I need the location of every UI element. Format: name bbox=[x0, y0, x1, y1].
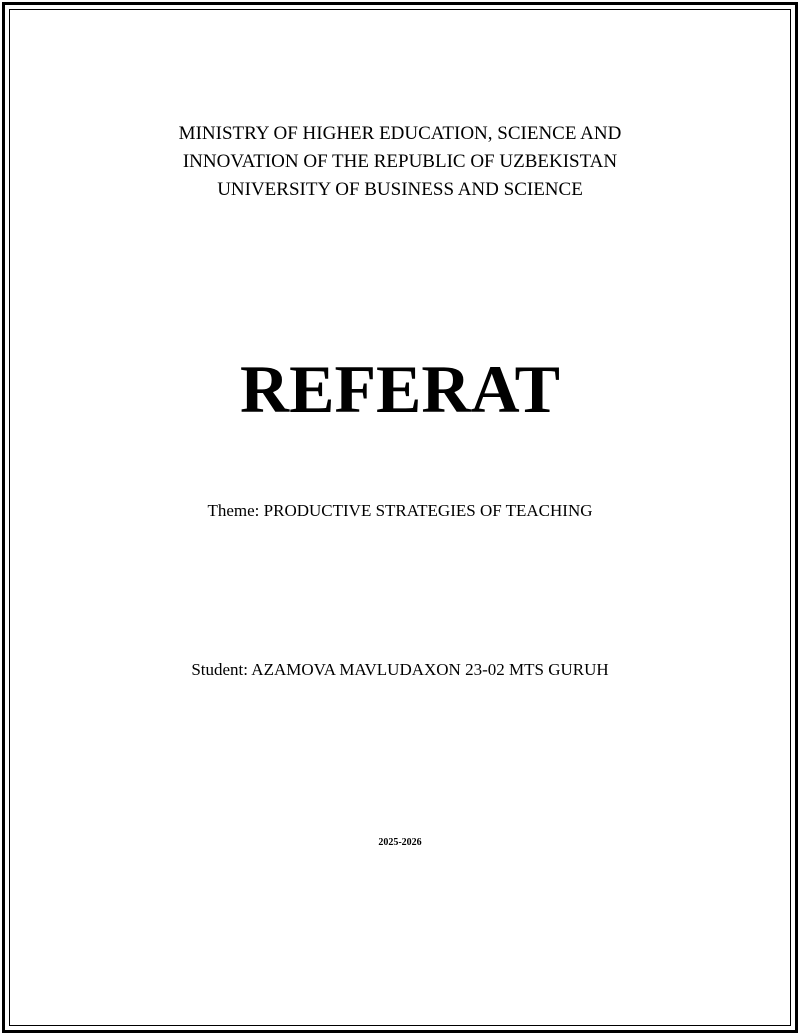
institution-header bbox=[0, 120, 800, 204]
academic-year: 2025-2026 bbox=[378, 837, 422, 848]
header-line-university: UNIVERSITY OF BUSINESS AND SCIENCE bbox=[217, 179, 583, 200]
theme-line: Theme: PRODUCTIVE STRATEGIES OF TEACHING bbox=[207, 501, 593, 520]
student-line: Student: AZAMOVA MAVLUDAXON 23-02 MTS GURUH bbox=[191, 660, 609, 679]
header-line-republic: INNOVATION OF THE REPUBLIC OF UZBEKISTAN bbox=[182, 151, 618, 172]
document-type-title: REFERAT bbox=[240, 351, 560, 427]
header-line-ministry: MINISTRY OF HIGHER EDUCATION, SCIENCE AND bbox=[178, 123, 622, 144]
